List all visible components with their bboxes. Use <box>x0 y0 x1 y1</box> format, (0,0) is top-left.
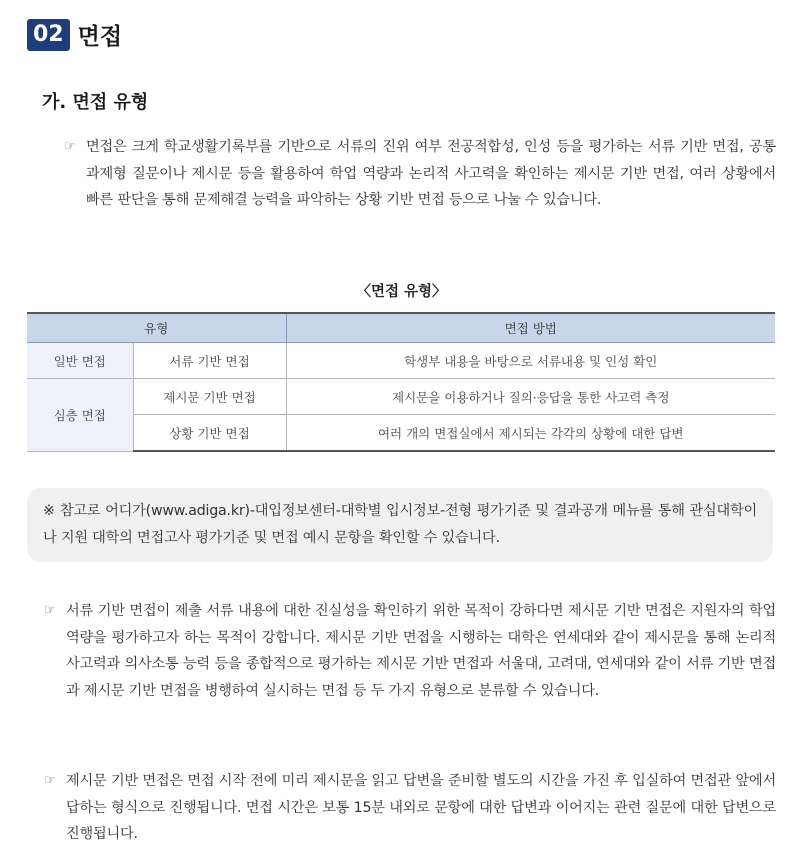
pointing-hand-icon: ☞ <box>64 139 76 154</box>
type-cell: 서류 기반 면접 <box>133 343 286 379</box>
section-heading <box>27 18 122 51</box>
section-title: 면접 <box>77 24 123 50</box>
type-cell: 상황 기반 면접 <box>133 415 286 452</box>
subsection-title: 가. 면접 유형 <box>42 92 149 113</box>
table-row <box>27 343 775 379</box>
paragraph-interview-types <box>64 134 776 214</box>
paragraph-text: 서류 기반 면접이 제출 서류 내용에 대한 진실성을 확인하기 위한 목적이 강하다면 제시문 기반 면접은 지원자의 학업역량을 평가하고자 하는 목적이 강합니다. 제시문 기반 면접을 시행하는 대학은 연세대와 같이 제시문을 통해 논리적 사고력과 의사소통 능력 등을 종합적으로 평가하는 제시문 기반 면접과 서울대, 고려대, 연세대와 같이 서류 기반 면접과 제시문 기반 면접을 병행하여 실시하는 면접 등 두 가지 유형으로 분류할 수 있습니다. <box>66 603 776 699</box>
table-caption: 〈면접 유형〉 <box>356 284 447 300</box>
note-text: 참고로 어디가(www.adiga.kr)-대입정보센터-대학별 입시정보-전형 평가기준 및 결과공개 메뉴를 통해 관심대학이나 지원 대학의 면접고사 평가기준 및 면접 예시 문항을 확인할 수 있습니다. <box>43 503 757 546</box>
category-cell: 일반 면접 <box>27 343 133 379</box>
paragraph-passage-procedure <box>44 768 776 848</box>
paragraph-text: 면접은 크게 학교생활기록부를 기반으로 서류의 진위 여부 전공적합성, 인성 등을 평가하는 서류 기반 면접, 공통 과제형 질문이나 제시문 등을 활용하여 학업 역량과 논리적 사고력을 확인하는 제시문 기반 면접, 여러 상황에서 빠른 판단을 통해 문제해결 능력을 파악하는 상황 기반 면접 등으로 나눌 수 있습니다. <box>86 139 776 208</box>
pointing-hand-icon: ☞ <box>44 603 56 618</box>
pointing-hand-icon: ☞ <box>44 773 56 788</box>
section-number-badge: 02 <box>27 19 70 51</box>
table-header-row <box>27 313 775 343</box>
table-row <box>27 379 775 415</box>
reference-mark-icon: ※ <box>43 503 56 519</box>
method-cell: 여러 개의 면접실에서 제시되는 각각의 상황에 대한 답변 <box>286 415 775 452</box>
reference-note-box <box>27 488 773 562</box>
paragraph-document-vs-passage <box>44 598 776 704</box>
table-row <box>27 415 775 452</box>
interview-types-table <box>27 312 775 452</box>
header-method: 면접 방법 <box>286 313 775 343</box>
paragraph-text: 제시문 기반 면접은 면접 시작 전에 미리 제시문을 읽고 답변을 준비할 별도의 시간을 가진 후 입실하여 면접관 앞에서 답하는 형식으로 진행됩니다. 면접 시간은 보통 15분 내외로 문항에 대한 답변과 이어지는 관련 질문에 대한 답변으로 진행됩니다. <box>66 773 776 842</box>
method-cell: 학생부 내용을 바탕으로 서류내용 및 인성 확인 <box>286 343 775 379</box>
header-type: 유형 <box>27 313 286 343</box>
type-cell: 제시문 기반 면접 <box>133 379 286 415</box>
method-cell: 제시문을 이용하거나 질의·응답을 통한 사고력 측정 <box>286 379 775 415</box>
reference-note-text <box>43 498 757 551</box>
category-cell: 심층 면접 <box>27 379 133 452</box>
